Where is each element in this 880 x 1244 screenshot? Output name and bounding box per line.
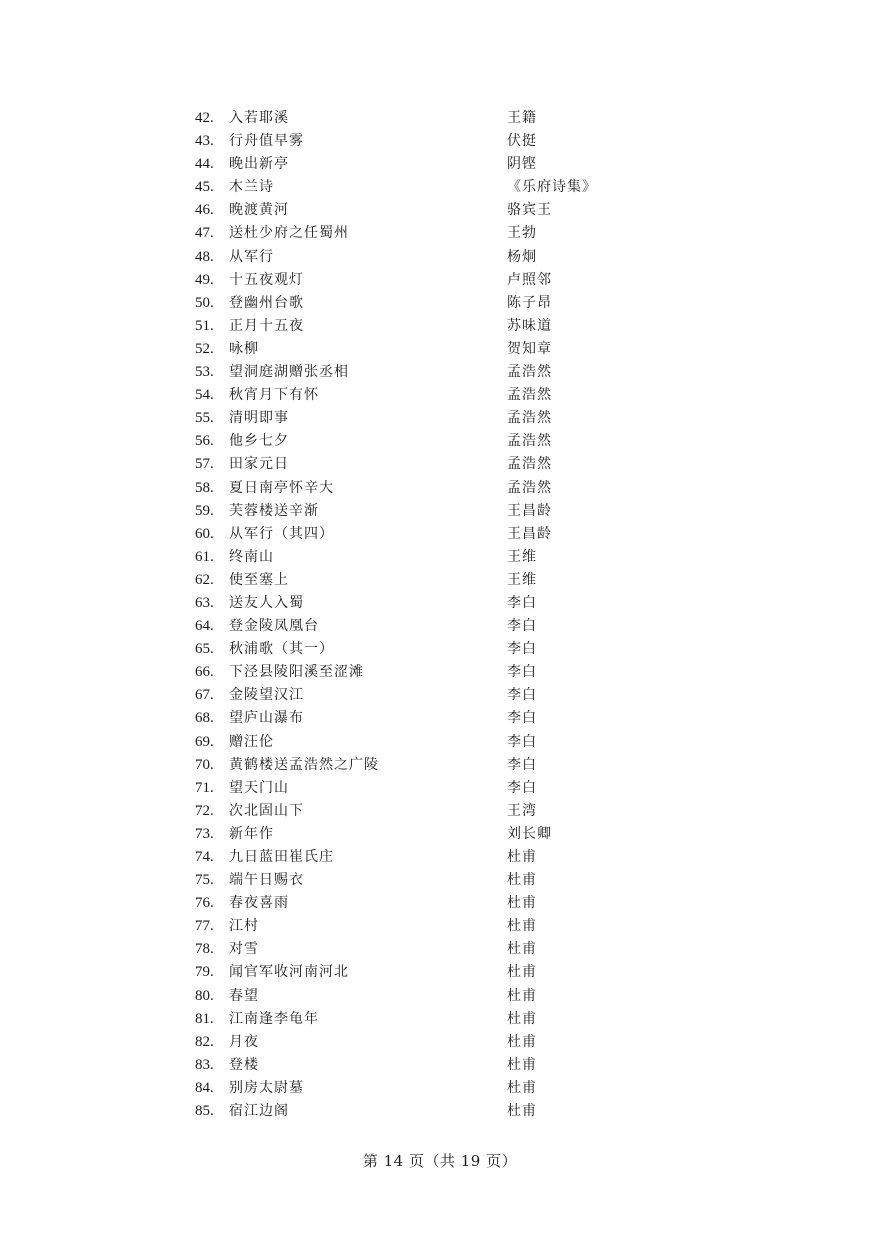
poem-author: 王昌龄: [507, 525, 552, 542]
poem-number: 83.: [195, 1056, 214, 1073]
poem-author: 李白: [507, 710, 537, 727]
poem-number: 84.: [195, 1079, 214, 1096]
poem-title: 入若耶溪: [229, 110, 289, 126]
poem-number: 76.: [195, 895, 214, 912]
poem-title: 从军行（其四）: [229, 525, 334, 542]
poem-title: 正月十五夜: [229, 317, 304, 334]
poem-author: 杜甫: [507, 849, 537, 865]
poem-author: 杜甫: [507, 872, 537, 889]
list-item: [0, 153, 880, 176]
page-number-footer: 第 14 页（共 19 页）: [362, 1152, 518, 1170]
poem-title: 终南山: [229, 548, 274, 565]
list-item: [0, 684, 880, 707]
poem-author: 孟浩然: [507, 387, 552, 404]
poem-number: 53.: [195, 364, 214, 381]
list-item: [0, 1077, 880, 1100]
poem-number: 57.: [195, 456, 214, 473]
poem-author: 王籍: [507, 110, 537, 126]
poem-number: 71.: [195, 779, 214, 796]
poem-title: 望庐山瀑布: [229, 710, 304, 727]
poem-number: 69.: [195, 733, 214, 750]
poem-list: [0, 107, 880, 1123]
poem-title: 闻官军收河南河北: [229, 964, 349, 981]
list-item: [0, 661, 880, 684]
poem-title: 木兰诗: [229, 179, 274, 196]
list-item: [0, 707, 880, 730]
list-item: [0, 107, 880, 130]
poem-number: 80.: [195, 987, 214, 1004]
poem-number: 44.: [195, 156, 214, 173]
poem-title: 田家元日: [229, 456, 289, 473]
poem-number: 51.: [195, 317, 214, 334]
poem-title: 从军行: [229, 248, 274, 265]
list-item: [0, 246, 880, 269]
poem-number: 45.: [195, 179, 214, 196]
poem-title: 赠汪伦: [229, 733, 274, 750]
poem-title: 别房太尉墓: [229, 1079, 304, 1096]
list-item: [0, 961, 880, 984]
list-item: [0, 1100, 880, 1123]
poem-title: 对雪: [229, 941, 259, 958]
list-item: [0, 315, 880, 338]
poem-title: 晚渡黄河: [229, 202, 289, 219]
poem-author: 刘长卿: [507, 825, 552, 842]
list-item: [0, 731, 880, 754]
list-item: [0, 938, 880, 961]
poem-number: 78.: [195, 941, 214, 958]
list-item: [0, 477, 880, 500]
list-item: [0, 500, 880, 523]
list-item: [0, 269, 880, 292]
list-item: [0, 430, 880, 453]
poem-author: 杨炯: [507, 248, 537, 265]
list-item: [0, 523, 880, 546]
poem-number: 56.: [195, 433, 214, 450]
poem-title: 黄鹤楼送孟浩然之广陵: [229, 756, 379, 773]
poem-number: 42.: [195, 110, 214, 126]
poem-title: 秋宵月下有怀: [229, 387, 319, 404]
poem-title: 江南逢李龟年: [229, 1010, 319, 1027]
poem-title: 咏柳: [229, 340, 259, 357]
poem-number: 77.: [195, 918, 214, 935]
poem-title: 清明即事: [229, 410, 289, 427]
poem-title: 江村: [229, 918, 259, 935]
poem-author: 王维: [507, 571, 537, 588]
list-item: [0, 1031, 880, 1054]
poem-title: 送杜少府之任蜀州: [229, 225, 349, 242]
poem-author: 伏挺: [507, 133, 537, 150]
poem-number: 72.: [195, 802, 214, 819]
list-item: [0, 823, 880, 846]
list-item: [0, 592, 880, 615]
list-item: [0, 846, 880, 869]
list-item: [0, 292, 880, 315]
poem-title: 次北固山下: [229, 802, 304, 819]
list-item: [0, 915, 880, 938]
poem-title: 望洞庭湖赠张丞相: [229, 364, 349, 381]
poem-author: 陈子昂: [507, 294, 552, 311]
poem-author: 杜甫: [507, 895, 537, 912]
poem-number: 68.: [195, 710, 214, 727]
list-item: [0, 407, 880, 430]
poem-title: 九日蓝田崔氏庄: [229, 849, 334, 865]
poem-author: 李白: [507, 779, 537, 796]
poem-title: 芙蓉楼送辛渐: [229, 502, 319, 519]
list-item: [0, 130, 880, 153]
poem-number: 82.: [195, 1033, 214, 1050]
poem-number: 49.: [195, 271, 214, 288]
poem-author: 李白: [507, 687, 537, 704]
poem-number: 55.: [195, 410, 214, 427]
poem-number: 59.: [195, 502, 214, 519]
poem-number: 61.: [195, 548, 214, 565]
poem-title: 新年作: [229, 825, 274, 842]
list-item: [0, 1008, 880, 1031]
poem-author: 阴铿: [507, 156, 537, 173]
poem-title: 望天门山: [229, 779, 289, 796]
list-item: [0, 869, 880, 892]
poem-author: 孟浩然: [507, 364, 552, 381]
poem-author: 李白: [507, 594, 537, 611]
poem-author: 李白: [507, 641, 537, 658]
list-item: [0, 754, 880, 777]
poem-number: 66.: [195, 664, 214, 681]
list-item: [0, 777, 880, 800]
list-item: [0, 800, 880, 823]
list-item: [0, 222, 880, 245]
list-item: [0, 384, 880, 407]
poem-author: 李白: [507, 756, 537, 773]
poem-title: 晚出新亭: [229, 156, 289, 173]
list-item: [0, 176, 880, 199]
list-item: [0, 985, 880, 1008]
poem-author: 苏味道: [507, 317, 552, 334]
poem-author: 李白: [507, 618, 537, 635]
poem-number: 73.: [195, 825, 214, 842]
poem-title: 登金陵凤凰台: [229, 618, 319, 635]
poem-title: 端午日赐衣: [229, 872, 304, 889]
poem-author: 王维: [507, 548, 537, 565]
poem-author: 贺知章: [507, 340, 552, 357]
poem-title: 宿江边阁: [229, 1103, 289, 1120]
poem-number: 62.: [195, 571, 214, 588]
poem-author: 孟浩然: [507, 433, 552, 450]
poem-author: 王勃: [507, 225, 537, 242]
list-item: [0, 892, 880, 915]
poem-number: 54.: [195, 387, 214, 404]
poem-number: 50.: [195, 294, 214, 311]
list-item: [0, 546, 880, 569]
poem-title: 春望: [229, 987, 259, 1004]
poem-author: 杜甫: [507, 1010, 537, 1027]
poem-author: 杜甫: [507, 987, 537, 1004]
poem-number: 85.: [195, 1103, 214, 1120]
poem-number: 79.: [195, 964, 214, 981]
poem-number: 60.: [195, 525, 214, 542]
poem-author: 孟浩然: [507, 456, 552, 473]
list-item: [0, 1054, 880, 1077]
list-item: [0, 569, 880, 592]
list-item: [0, 638, 880, 661]
poem-author: 王昌龄: [507, 502, 552, 519]
poem-author: 《乐府诗集》: [507, 179, 597, 196]
poem-title: 他乡七夕: [229, 433, 289, 450]
poem-title: 金陵望汉江: [229, 687, 304, 704]
poem-author: 孟浩然: [507, 479, 552, 496]
list-item: [0, 199, 880, 222]
poem-title: 送友人入蜀: [229, 594, 304, 611]
poem-title: 登幽州台歌: [229, 294, 304, 311]
poem-title: 十五夜观灯: [229, 271, 304, 288]
list-item: [0, 361, 880, 384]
poem-author: 卢照邻: [507, 271, 552, 288]
poem-number: 70.: [195, 756, 214, 773]
poem-title: 登楼: [229, 1056, 259, 1073]
poem-number: 48.: [195, 248, 214, 265]
list-item: [0, 338, 880, 361]
poem-title: 下泾县陵阳溪至涩滩: [229, 664, 364, 681]
poem-number: 65.: [195, 641, 214, 658]
poem-title: 使至塞上: [229, 571, 289, 588]
poem-number: 58.: [195, 479, 214, 496]
poem-number: 67.: [195, 687, 214, 704]
poem-number: 74.: [195, 849, 214, 865]
poem-title: 月夜: [229, 1033, 259, 1050]
poem-author: 骆宾王: [507, 202, 552, 219]
poem-author: 李白: [507, 664, 537, 681]
poem-author: 杜甫: [507, 1033, 537, 1050]
poem-title: 秋浦歌（其一）: [229, 641, 334, 658]
poem-author: 杜甫: [507, 964, 537, 981]
poem-author: 杜甫: [507, 918, 537, 935]
poem-author: 王湾: [507, 802, 537, 819]
poem-author: 杜甫: [507, 1079, 537, 1096]
poem-number: 47.: [195, 225, 214, 242]
poem-title: 夏日南亭怀辛大: [229, 479, 334, 496]
poem-number: 81.: [195, 1010, 214, 1027]
poem-author: 杜甫: [507, 941, 537, 958]
poem-author: 杜甫: [507, 1056, 537, 1073]
poem-author: 李白: [507, 733, 537, 750]
poem-author: 杜甫: [507, 1103, 537, 1120]
poem-number: 43.: [195, 133, 214, 150]
list-item: [0, 453, 880, 476]
poem-number: 63.: [195, 594, 214, 611]
poem-number: 52.: [195, 340, 214, 357]
poem-title: 春夜喜雨: [229, 895, 289, 912]
poem-number: 64.: [195, 618, 214, 635]
poem-title: 行舟值早雾: [229, 133, 304, 150]
poem-number: 75.: [195, 872, 214, 889]
poem-number: 46.: [195, 202, 214, 219]
poem-author: 孟浩然: [507, 410, 552, 427]
list-item: [0, 615, 880, 638]
